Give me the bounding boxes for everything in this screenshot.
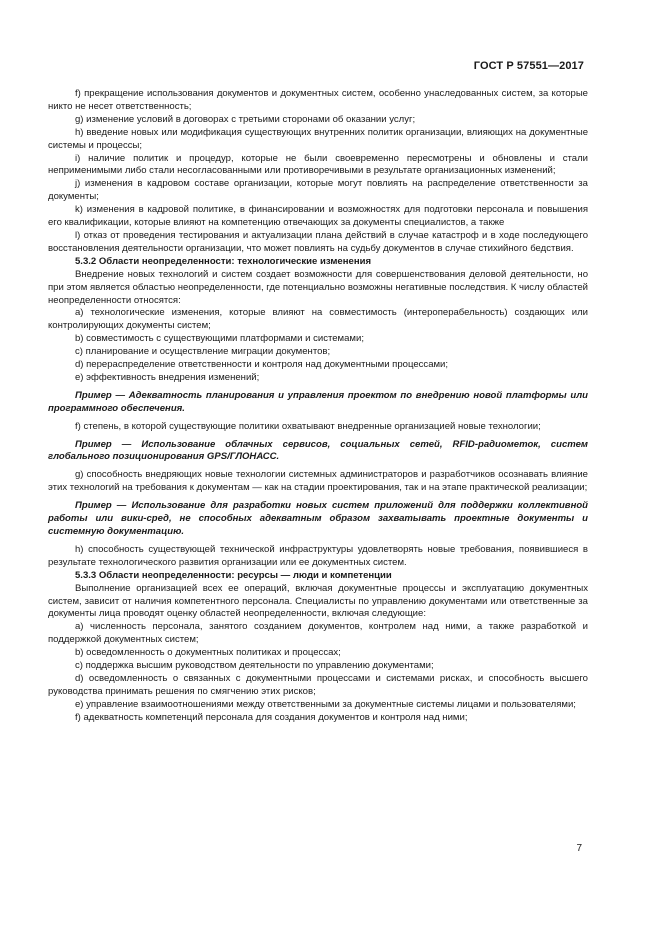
standard-designation: ГОСТ Р 57551—2017 xyxy=(473,60,584,72)
paragraph: d) перераспределение ответственности и контроля над документными процессами; xyxy=(75,359,449,371)
paragraph: f) адекватность компетенций персонала для создания документов и контроля над ними; xyxy=(75,711,468,723)
paragraph: g) способность внедряющих новые технологии системных администраторов и разработчиков осознавать влияние этих технологий на требования к документам — как на стадии проектирования, так и на этапе практической реализации; xyxy=(48,469,588,494)
paragraph: f) прекращение использования документов и документных систем, особенно унаследованных систем, за которые никто не несет ответственность; xyxy=(48,88,588,112)
paragraph: k) изменения в кадровой политике, в финансировании и возможностях для подготовки персонала и повышения его квалификации, которые влияют на компетенцию отвечающих за документы специалистов, а также xyxy=(48,204,588,229)
section-heading: 5.3.2 Области неопределенности: технологические изменения xyxy=(75,255,372,267)
example-note: Пример — Использование для разработки новых систем приложений для поддержки коллективной работы или вики-сред, не способных адекватным образом захватывать проектные документы и системную документацию. xyxy=(48,500,588,537)
paragraph: e) эффективность внедрения изменений; xyxy=(75,371,260,383)
paragraph: e) управление взаимоотношениями между ответственными за документные системы лицами и пользователями; xyxy=(75,698,576,710)
example-note: Пример — Адекватность планирования и управления проектом по внедрению новой платформы или программного обеспечения. xyxy=(48,389,588,414)
paragraph: а) технологические изменения, которые влияют на совместимость (интероперабельность) создающих или контролирующих документы систем; xyxy=(48,307,588,332)
document-body xyxy=(48,88,588,725)
paragraph: c) планирование и осуществление миграции документов; xyxy=(75,346,331,358)
paragraph: g) изменение условий в договорах с третьими сторонами об оказании услуг; xyxy=(75,113,416,125)
paragraph: b) осведомленность о документных политиках и процессах; xyxy=(75,647,341,659)
section-heading: 5.3.3 Области неопределенности: ресурсы — люди и компетенции xyxy=(75,569,392,581)
paragraph: d) осведомленность о связанных с документными процессами и системами рисках, и способность высшего руководства принимать решения по смягчению этих рисков; xyxy=(48,672,588,697)
paragraph: h) введение новых или модификация существующих внутренних политик организации, влияющих на документные системы и процессы; xyxy=(48,126,588,151)
example-note: Пример — Использование облачных сервисов, социальных сетей, RFID-радиометок, систем глобального позиционирования GPS/ГЛОНАСС. xyxy=(48,438,588,463)
page-number: 7 xyxy=(576,843,582,854)
paragraph: h) способность существующей технической инфраструктуры удовлетворять новые требования, появившиеся в результате технологического развития организации или ее документных систем. xyxy=(48,543,588,568)
paragraph: j) изменения в кадровом составе организации, которые могут повлиять на распределение ответственности за документы; xyxy=(48,178,588,203)
paragraph: i) наличие политик и процедур, которые не были своевременно пересмотрены и обновлены и стали неприменимыми либо стали несогласованными или противоречивыми в результате организационных изменений; xyxy=(48,152,588,177)
paragraph: c) поддержка высшим руководством деятельности по управлению документами; xyxy=(75,660,434,672)
paragraph: b) совместимость с существующими платформами и системами; xyxy=(75,333,364,345)
paragraph: а) численность персонала, занятого созданием документов, контролем над ними, а также разработкой и поддержкой документных систем; xyxy=(48,621,588,646)
paragraph: f) степень, в которой существующие политики охватывают внедренные организацией новые технологии; xyxy=(75,420,541,432)
paragraph: Внедрение новых технологий и систем создает возможности для совершенствования деловой деятельности, но при этом является областью неопределенности, где потенциально возможны негативные последствия. К числу областей неопределенности относятся: xyxy=(48,268,588,306)
paragraph: l) отказ от проведения тестирования и актуализации плана действий в случае катастроф и в ходе последующего восстановления деятельности организации, что может повлиять на судьбу документов в случае стихийного бедствия. xyxy=(48,229,588,254)
paragraph: Выполнение организацией всех ее операций, включая документные процессы и эксплуатацию документных систем, зависит от наличия компетентного персонала. Специалисты по управлению документами или ответственные за документы лица проводят оценку областей неопределенности, включая следующие: xyxy=(48,582,588,620)
